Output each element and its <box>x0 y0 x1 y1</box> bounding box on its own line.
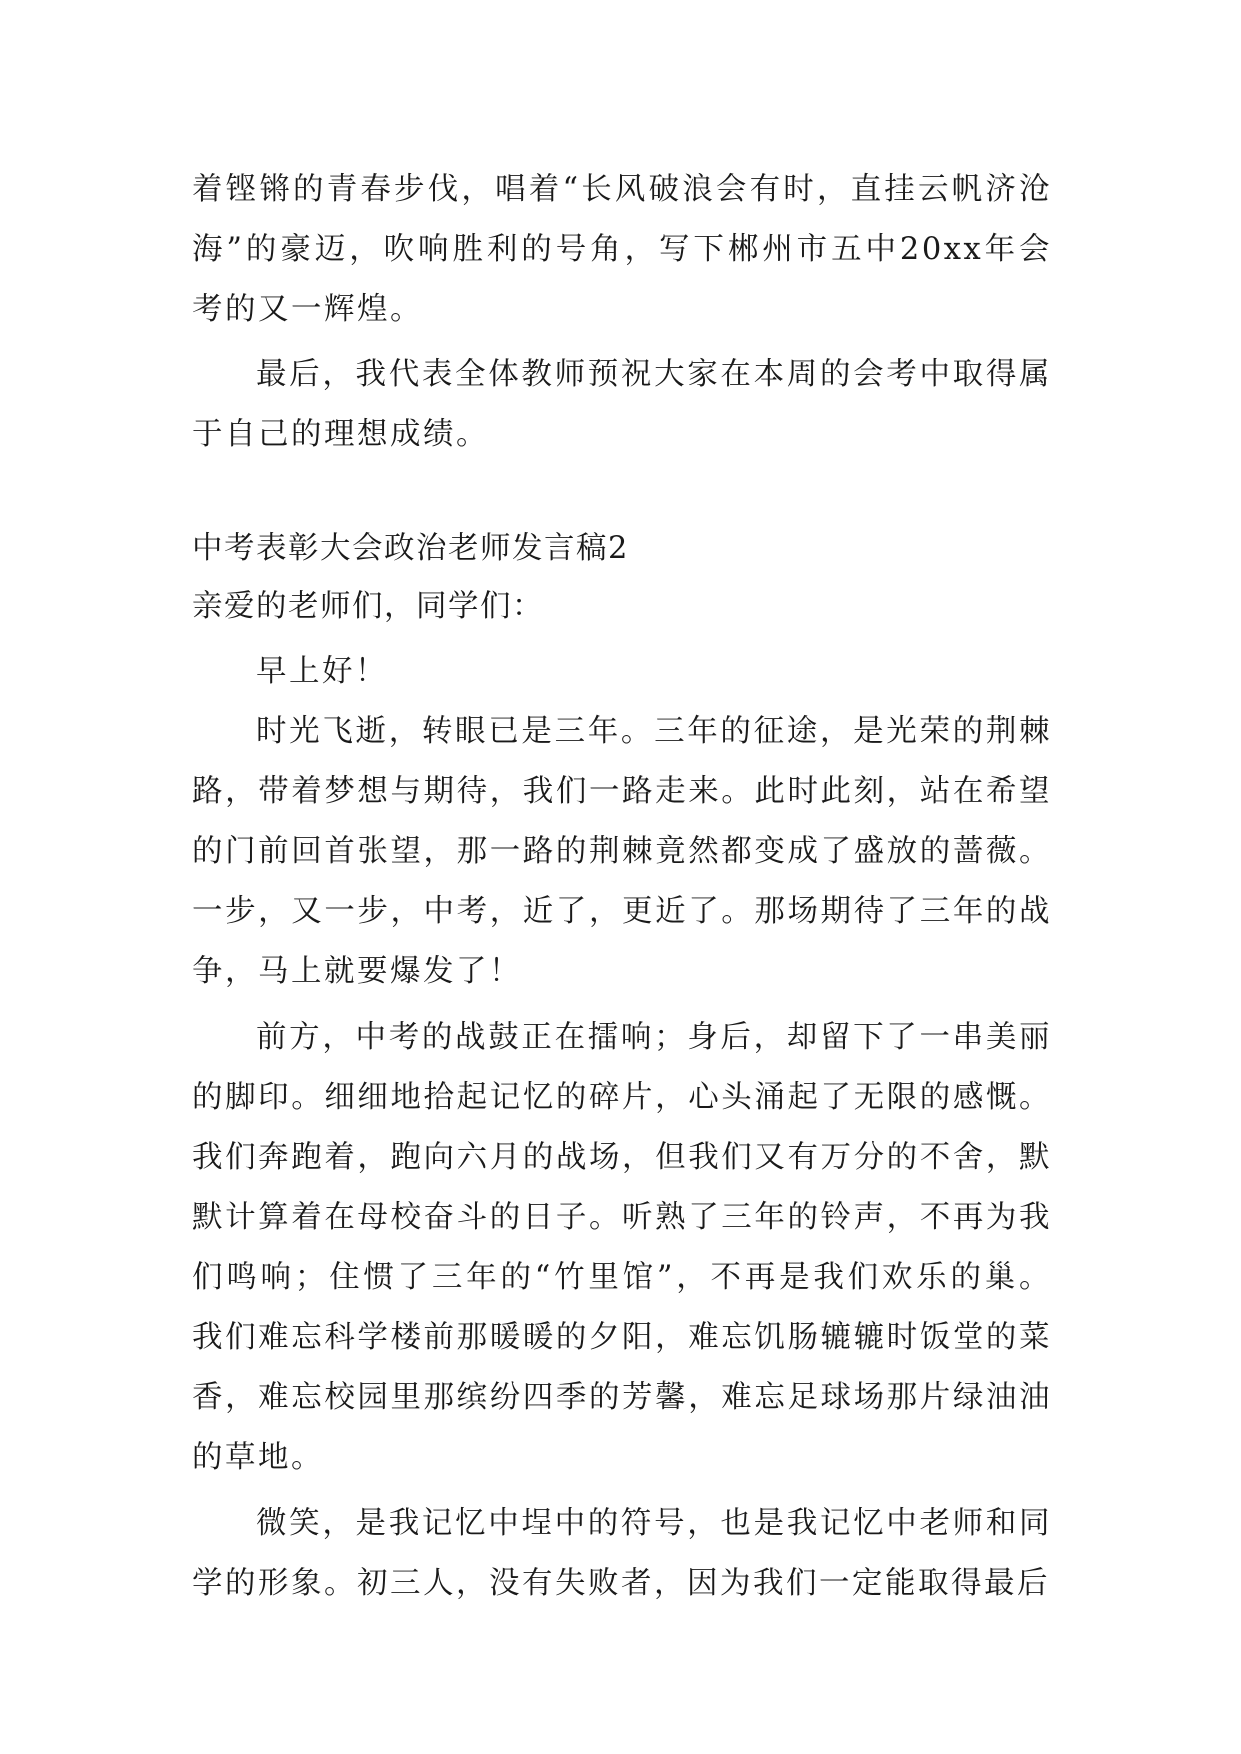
greeting: 早上好！ <box>256 654 388 689</box>
paragraph-body-1: 时光飞逝，转眼已是三年。三年的征途，是光荣的荆棘路，带着梦想与期待，我们一路走来。此时此刻，站在希望的门前回首张望，那一路的荆棘竟然都变成了盛放的蔷薇。一步，又一步，中考，近了，更近了。那场期待了三年的战争，马上就要爆发了！ <box>192 714 1052 989</box>
salutation: 亲爱的老师们，同学们： <box>192 589 544 624</box>
section-title: 中考表彰大会政治老师发言稿2 <box>192 531 629 566</box>
document-page <box>192 160 1052 1614</box>
paragraph-body-3: 微笑，是我记忆中埕中的符号，也是我记忆中老师和同学的形象。初三人，没有失败者，因为我们一定能取得最后 <box>192 1506 1052 1601</box>
paragraph-continued: 着铿锵的青春步伐，唱着“长风破浪会有时，直挂云帆济沧海”的豪迈，吹响胜利的号角，写下郴州市五中20xx年会考的又一辉煌。 <box>192 172 1052 327</box>
paragraph-closing: 最后，我代表全体教师预祝大家在本周的会考中取得属于自己的理想成绩。 <box>192 357 1052 452</box>
paragraph-body-2: 前方，中考的战鼓正在擂响；身后，却留下了一串美丽的脚印。细细地拾起记忆的碎片，心头涌起了无限的感慨。我们奔跑着，跑向六月的战场，但我们又有万分的不舍，默默计算着在母校奋斗的日子。听熟了三年的铃声，不再为我们鸣响；住惯了三年的“竹里馆”，不再是我们欢乐的巢。我们难忘科学楼前那暖暖的夕阳，难忘饥肠辘辘时饭堂的菜香，难忘校园里那缤纷四季的芳馨，难忘足球场那片绿油油的草地。 <box>192 1020 1052 1475</box>
